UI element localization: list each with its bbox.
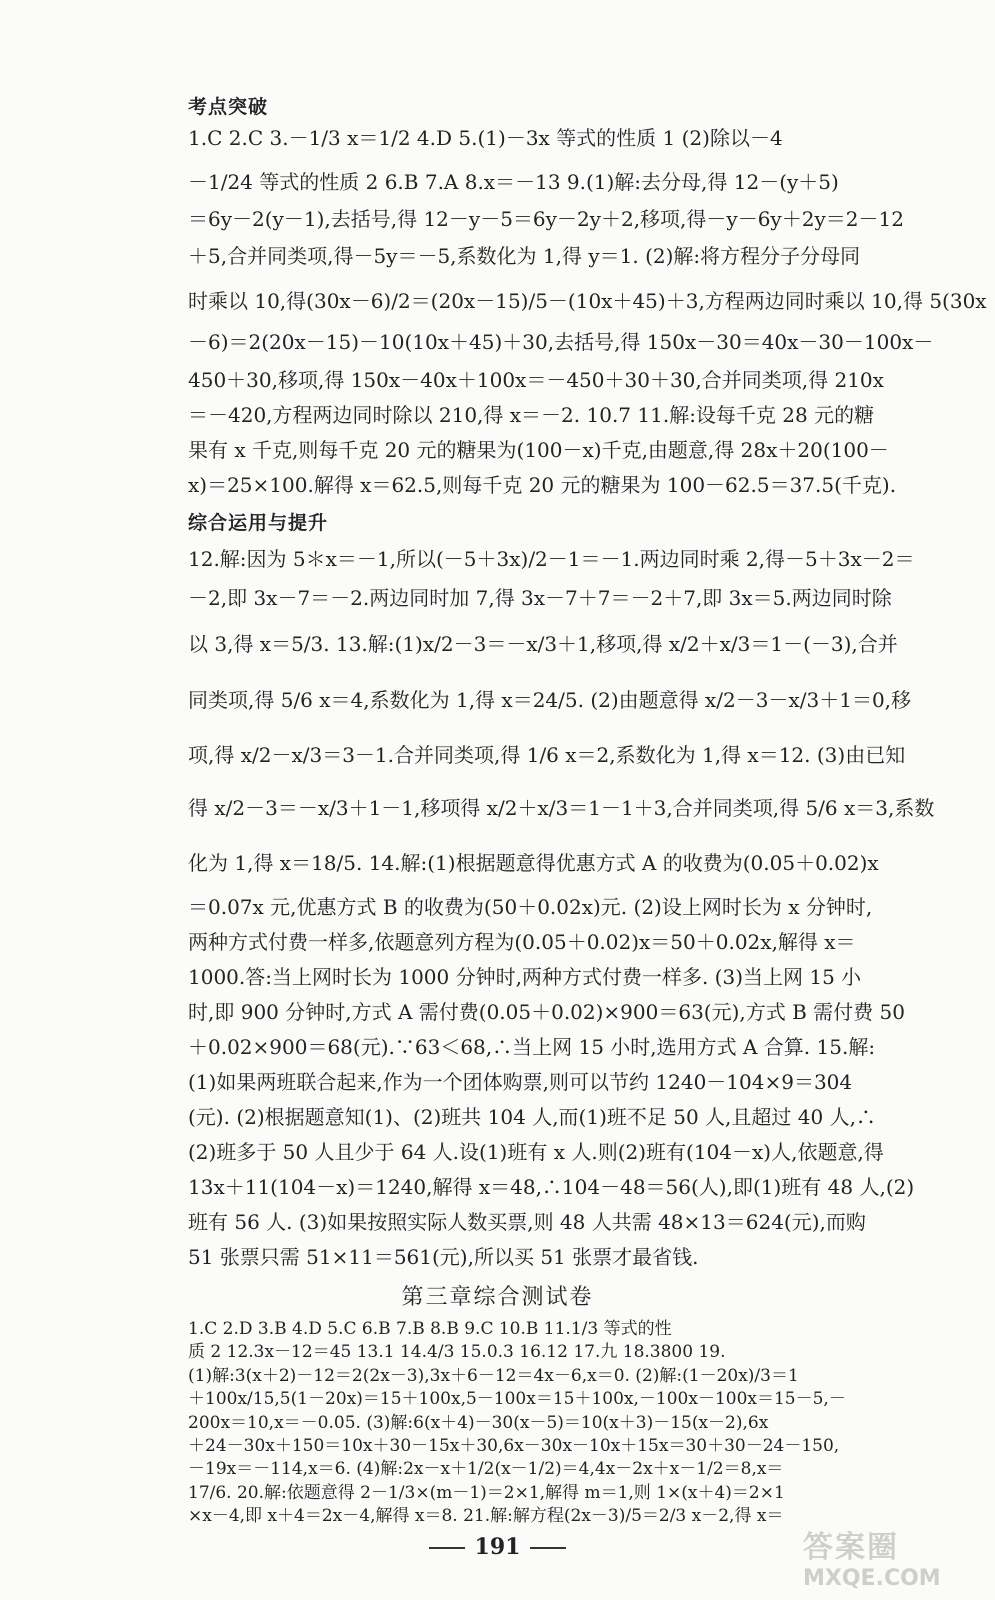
text-line: 项,得 x/2－x/3＝3－1.合并同类项,得 1/6 x＝2,系数化为 1,得 x＝12. (3)由已知 bbox=[188, 743, 906, 767]
text-line: ＝－420,方程两边同时除以 210,得 x＝－2. 10.7 11.解:设每千克 28 元的糖 bbox=[188, 403, 875, 427]
heading-kaodian: 考点突破 bbox=[188, 96, 269, 118]
text-line: ＋24－30x＋150＝10x＋30－15x＋30,6x－30x－10x＋15x＝30＋30－24－150, bbox=[188, 1435, 840, 1456]
text-line: 班有 56 人. (3)如果按照实际人数买票,则 48 人共需 48×13＝624(元),而购 bbox=[188, 1210, 866, 1234]
text-line: 果有 x 千克,则每千克 20 元的糖果为(100－x)千克,由题意,得 28x＋20(100－ bbox=[188, 438, 889, 462]
text-line: 1000.答:当上网时长为 1000 分钟时,两种方式付费一样多. (3)当上网 15 小 bbox=[188, 965, 862, 989]
text-line: (1)解:3(x＋2)－12＝2(2x－3),3x＋6－12＝4x－6,x＝0. (2)解:(1－20x)/3＝1 bbox=[188, 1365, 799, 1386]
chapter-test-title: 第三章综合测试卷 bbox=[401, 1285, 594, 1310]
text-line: (1)如果两班联合起来,作为一个团体购票,则可以节约 1240－104×9＝304 bbox=[188, 1070, 853, 1094]
text-line: 时乘以 10,得(30x－6)/2＝(20x－15)/5－(10x＋45)＋3,方程两边同时乘以 10,得 5(30x bbox=[188, 289, 987, 313]
text-line: －2,即 3x－7＝－2.两边同时加 7,得 3x－7＋7＝－2＋7,即 3x＝5.两边同时除 bbox=[188, 586, 892, 610]
text-line: ×x－4,即 x＋4＝2x－4,解得 x＝8. 21.解:解方程(2x－3)/5＝2/3 x－2,得 x＝ bbox=[188, 1506, 784, 1526]
text-line: x)＝25×100.解得 x＝62.5,则每千克 20 元的糖果为 100－62.5＝37.5(千克). bbox=[188, 473, 897, 497]
text-line: 化为 1,得 x＝18/5. 14.解:(1)根据题意得优惠方式 A 的收费为(0.05＋0.02)x bbox=[188, 851, 879, 875]
page-number-text: 191 bbox=[474, 1534, 521, 1560]
text-line: 以 3,得 x＝5/3. 13.解:(1)x/2－3＝－x/3＋1,移项,得 x/2＋x/3＝1－(－3),合并 bbox=[188, 632, 898, 656]
text-line: 450＋30,移项,得 150x－40x＋100x＝－450＋30＋30,合并同类项,得 210x bbox=[188, 368, 884, 392]
text-line: 时,即 900 分钟时,方式 A 需付费(0.05＋0.02)×900＝63(元),方式 B 需付费 50 bbox=[188, 1000, 905, 1024]
text-line: ＝6y－2(y－1),去括号,得 12－y－5＝6y－2y＋2,移项,得－y－6y＋2y＝2－12 bbox=[188, 207, 904, 231]
text-line: 1.C 2.D 3.B 4.D 5.C 6.B 7.B 8.B 9.C 10.B 11.1/3 等式的性 bbox=[188, 1319, 672, 1339]
text-line: －6)＝2(20x－15)－10(10x＋45)＋30,去括号,得 150x－30＝40x－30－100x－ bbox=[188, 330, 934, 354]
text-line: 1.C 2.C 3.－1/3 x＝1/2 4.D 5.(1)－3x 等式的性质 1 (2)除以－4 bbox=[188, 126, 783, 150]
text-line: 同类项,得 5/6 x＝4,系数化为 1,得 x＝24/5. (2)由题意得 x/2－3－x/3＋1＝0,移 bbox=[188, 688, 912, 712]
text-line: －19x＝－114,x＝6. (4)解:2x－x＋1/2(x－1/2)＝4,4x－2x＋x－1/2＝8,x＝ bbox=[188, 1459, 784, 1480]
text-line: ＋5,合并同类项,得－5y＝－5,系数化为 1,得 y＝1. (2)解:将方程分子分母同 bbox=[188, 244, 861, 268]
text-line: ＋100x/15,5(1－20x)＝15＋100x,5－100x＝15＋100x,－100x－100x＝15－5,－ bbox=[188, 1389, 846, 1410]
heading-zonghe: 综合运用与提升 bbox=[188, 512, 329, 534]
text-line: 200x＝10,x＝－0.05. (3)解:6(x＋4)－30(x－5)＝10(x＋3)－15(x－2),6x bbox=[188, 1412, 769, 1433]
watermark-bottom: MXQE.COM bbox=[803, 1566, 941, 1591]
text-line: 12.解:因为 5＊x＝－1,所以(－5＋3x)/2－1＝－1.两边同时乘 2,得－5＋3x－2＝ bbox=[188, 547, 915, 571]
text-line: (元). (2)根据题意知(1)、(2)班共 104 人,而(1)班不足 50 人,且超过 40 人,∴ bbox=[188, 1105, 876, 1129]
watermark-logo bbox=[803, 1522, 973, 1592]
dash-left bbox=[429, 1547, 465, 1549]
text-line: 17/6. 20.解:依题意得 2－1/3×(m－1)＝2×1,解得 m＝1,则 1×(x＋4)＝2×1 bbox=[188, 1482, 785, 1503]
watermark-top: 答案圈 bbox=[803, 1530, 899, 1565]
text-line: －1/24 等式的性质 2 6.B 7.A 8.x＝－13 9.(1)解:去分母,得 12－(y＋5) bbox=[188, 170, 839, 194]
dash-right bbox=[530, 1547, 566, 1549]
text-line: 两种方式付费一样多,依题意列方程为(0.05＋0.02)x＝50＋0.02x,解得 x＝ bbox=[188, 930, 856, 954]
text-line: 13x＋11(104－x)＝1240,解得 x＝48,∴104－48＝56(人),即(1)班有 48 人,(2) bbox=[188, 1175, 915, 1199]
text-line: ＝0.07x 元,优惠方式 B 的收费为(50＋0.02x)元. (2)设上网时长为 x 分钟时, bbox=[188, 895, 873, 919]
text-line: 质 2 12.3x－12＝45 13.1 14.4/3 15.0.3 16.12 17.九 18.3800 19. bbox=[188, 1342, 726, 1363]
text-line: 得 x/2－3＝－x/3＋1－1,移项得 x/2＋x/3＝1－1＋3,合并同类项,得 5/6 x＝3,系数 bbox=[188, 796, 935, 820]
text-line: ＋0.02×900＝68(元).∵63＜68,∴当上网 15 小时,选用方式 A 合算. 15.解: bbox=[188, 1035, 876, 1059]
text-line: (2)班多于 50 人且少于 64 人.设(1)班有 x 人.则(2)班有(104－x)人,依题意,得 bbox=[188, 1140, 884, 1164]
text-line: 51 张票只需 51×11＝561(元),所以买 51 张票才最省钱. bbox=[188, 1245, 699, 1269]
